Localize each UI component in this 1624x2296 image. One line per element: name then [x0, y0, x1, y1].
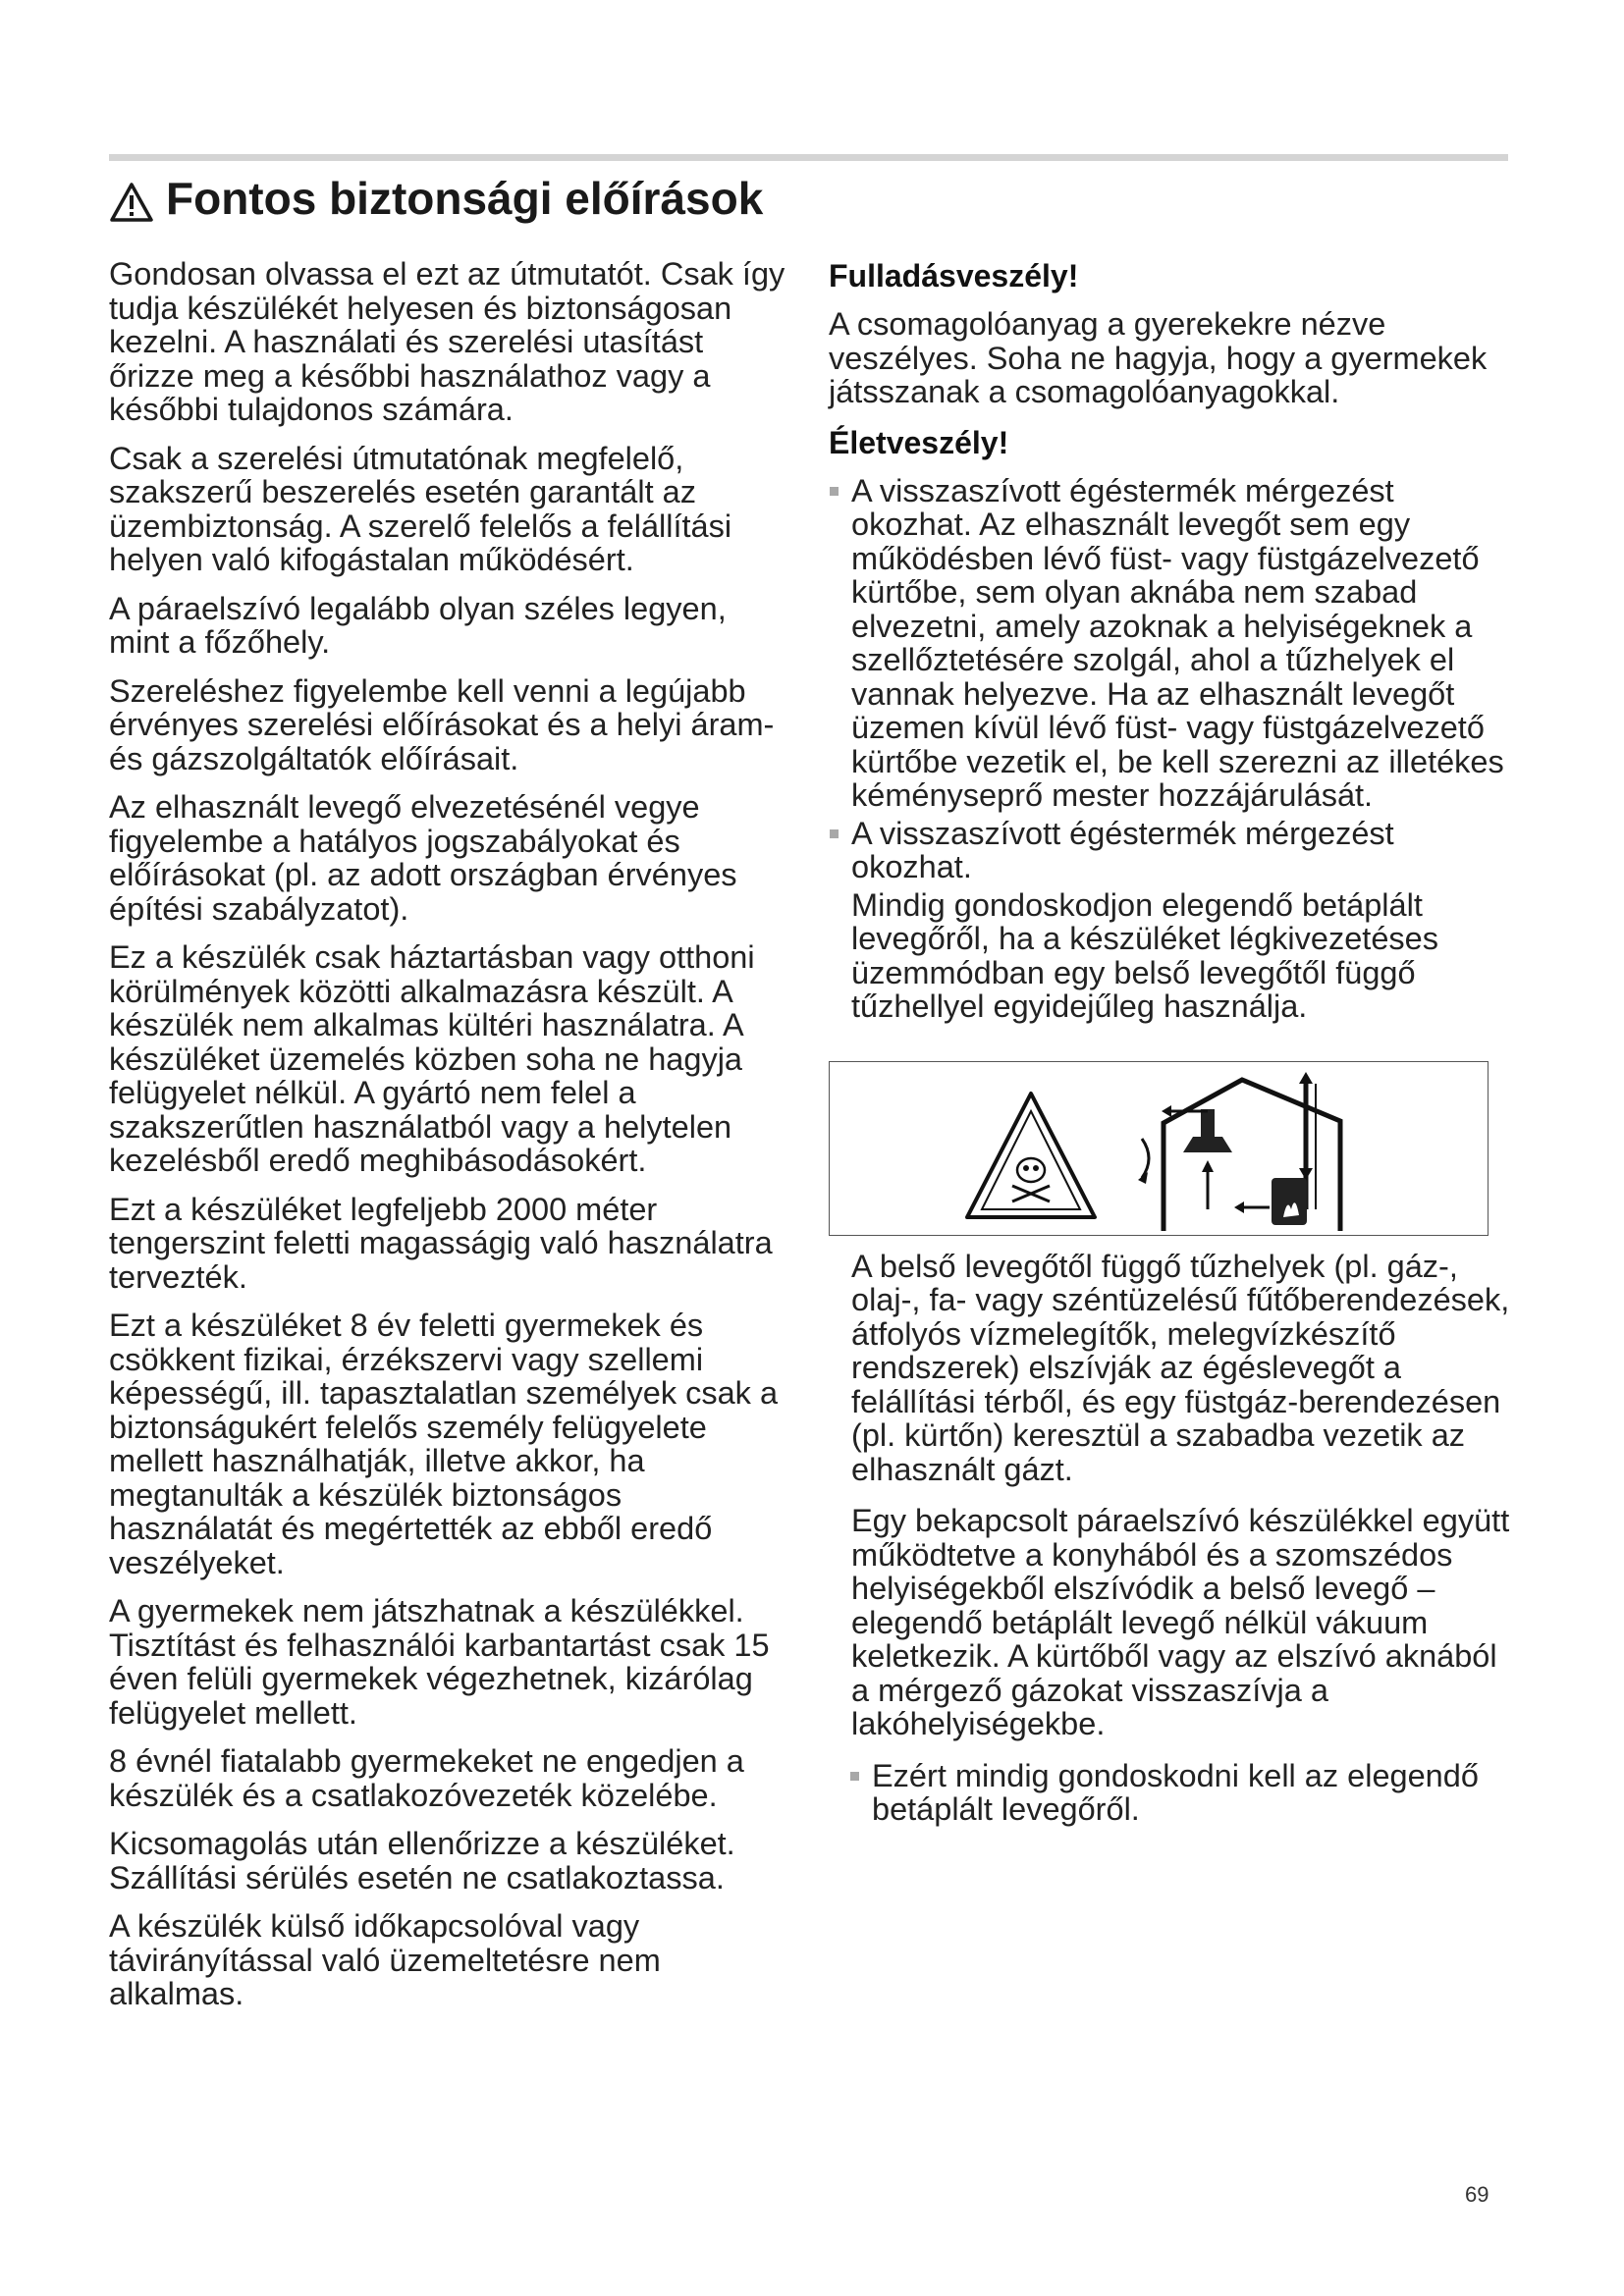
right-column [829, 257, 1512, 1827]
danger-bullet-1 [829, 474, 1512, 813]
left-column [109, 257, 786, 2026]
suffocation-heading: Fulladásveszély! [829, 258, 1079, 294]
danger-bullet-2-continuation: Mindig gondoskodjon elegendő betáplált levegőről, ha a készüléket légkivezetéses üzemmódban egy belső levegőtől függő tűzhellyel egyidejűleg használja. [851, 886, 1438, 1024]
paragraph-children-under-8: 8 évnél fiatalabb gyermekeket ne engedjen a készülék és a csatlakozóvezeték közelébe. [109, 1743, 744, 1813]
paragraph-altitude: Ezt a készüléket legfeljebb 2000 méter tengerszint feletti magasságig való használatra tervezték. [109, 1191, 773, 1295]
skull-warning-icon [967, 1094, 1095, 1217]
paragraph-timer: A készülék külső időkapcsolóval vagy távirányítással való üzemeltetésre nem alkalmas. [109, 1908, 661, 2011]
house-diagram [1138, 1072, 1340, 1231]
paragraph-household-use: Ez a készülék csak háztartásban vagy otthoni körülmények közötti alkalmazásra készült. A készülék nem alkalmas kültéri használatra. A készüléket üzemelés közben soha ne hagyja felügyelet nélkül. A gyártó nem felel a szakszerűtlen használatból vagy a helytelen kezelésből eredő meghibásodásokért. [109, 939, 755, 1178]
paragraph-installation: Csak a szerelési útmutatónak megfelelő, szakszerű beszerelés esetén garantált az üzembiztonság. A szerelő felelős a felállítási helyen való kifogástalan működésért. [109, 440, 732, 577]
top-rule [109, 154, 1508, 161]
page-number: 69 [1465, 2182, 1489, 2207]
danger-bullet-2-text: A visszaszívott égéstermék mérgezést okozhat. [851, 815, 1394, 884]
paragraph-children-play: A gyermekek nem játszhatnak a készülékkel. Tisztítást és felhasználói karbantartást csak 15 éven felüli gyermekek végezhetnek, kizárólag felügyelet mellett. [109, 1593, 770, 1731]
paragraph-children-persons: Ezt a készüléket 8 év feletti gyermekek és csökkent fizikai, érzékszervi vagy szellemi képességű, ill. tapasztalatlan személyek csak a biztonságukért felelős személy felügyelete mellett használhatják, illetve akkor, ha megtanulták a készülék biztonságos használatát és megértették az ebből eredő veszélyeket. [109, 1308, 779, 1580]
exhaust-warning-illustration [829, 1061, 1489, 1236]
after-figure-text [829, 1250, 1512, 1741]
paragraph-width: A páraelszívó legalább olyan széles legyen, mint a főzőhely. [109, 590, 727, 660]
bullet-square-icon [850, 1772, 859, 1781]
bullet-square-icon [830, 829, 839, 838]
danger-bullet-2 [829, 817, 1512, 884]
paragraph-regulations: Szereléshez figyelembe kell venni a legújabb érvényes szerelési előírásokat és a helyi áram- és gázszolgáltatók előírásait. [109, 672, 775, 776]
paragraph-exhaust-air: Az elhasznált levegő elvezetésénél vegye figyelembe a hatályos jogszabályokat és előírásokat (pl. az adott országban érvényes építési szabályzatot). [109, 789, 737, 927]
exhaust-warning-graphic [830, 1062, 1489, 1237]
danger-bullet-1-text: A visszaszívott égéstermék mérgezést okozhat. Az elhasznált levegőt sem egy működésben lévő füst- vagy füstgázelvezető kürtőbe, sem olyan aknába nem szabad elvezetni, amely azoknak a helyiségeknek a szellőztetésére szolgál, ahol a tűzhelyek el vannak helyezve. Ha az elhasznált levegőt üzemen kívül lévő füst- vagy füstgázelvezető kürtőbe vezetik el, be kell szerezni az illetékes kéményseprő mester hozzájárulását. [851, 472, 1504, 813]
paragraph-fireplaces: A belső levegőtől függő tűzhelyek (pl. gáz-, olaj-, fa- vagy széntüzelésű fűtőberendezések, átfolyós vízmelegítők, melegvízkészítő rendszerek) elszívják az égéslevegőt a felállítási térből, és egy füstgáz-berendezésen (pl. kürtőn) keresztül a szabadba vezetik az elhasznált gázt. [851, 1248, 1510, 1487]
paragraph-vacuum: Egy bekapcsolt páraelszívó készülékkel együtt működtetve a konyhából és a szomszédos helyiségekből elszívódik a belső levegő – elegendő betáplált levegő nélkül vákuum keletkezik. A kürtőből vagy az elszívó aknából a mérgező gázokat visszaszívja a lakóhelyiségekbe. [851, 1503, 1510, 1741]
danger-heading: Életveszély! [829, 424, 1009, 460]
warning-triangle-icon [109, 178, 154, 219]
bullet-square-icon [830, 487, 839, 496]
paragraph-read-manual: Gondosan olvassa el ezt az útmutatót. Csak így tudja készülékét helyesen és biztonságosan kezelni. A használati és szerelési utasítást őrizze meg a későbbi használathoz vagy a későbbi tulajdonos számára. [109, 256, 785, 427]
suffocation-text: A csomagolóanyag a gyerekekre nézve veszélyes. Soha ne hagyja, hogy a gyermekek játsszanak a csomagolóanyagokkal. [829, 306, 1488, 409]
supply-air-bullet-text: Ezért mindig gondoskodni kell az elegendő betáplált levegőről. [872, 1757, 1479, 1827]
paragraph-unpacking: Kicsomagolás után ellenőrizze a készüléket. Szállítási sérülés esetén ne csatlakoztassa. [109, 1826, 735, 1896]
supply-air-bullet [829, 1759, 1512, 1827]
page-title [109, 169, 763, 228]
page-title-text: Fontos biztonsági előírások [166, 173, 764, 224]
